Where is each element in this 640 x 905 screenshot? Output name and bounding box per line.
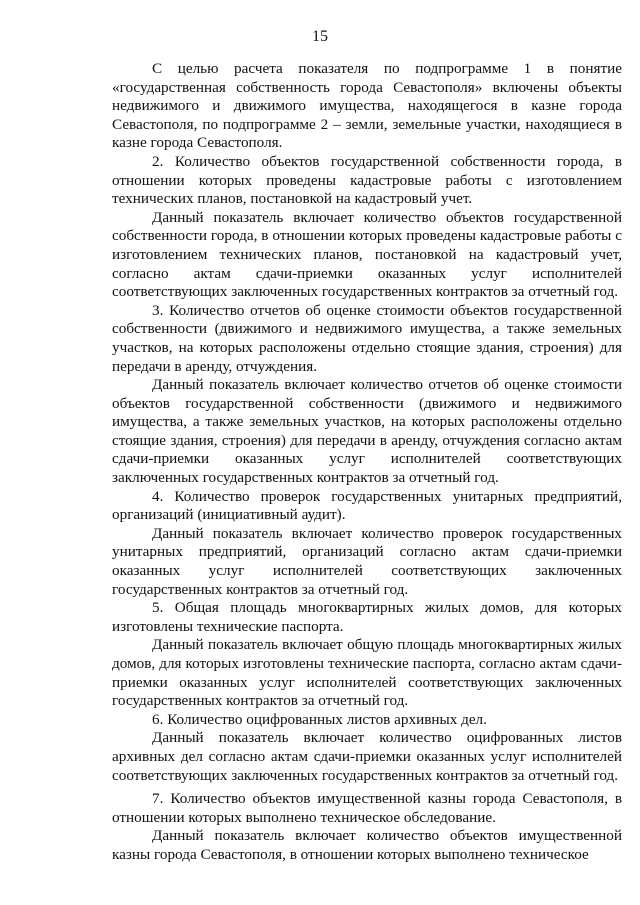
paragraph-item-5-desc: Данный показатель включает общую площадь многоквартирных жилых домов, для которых изготовлены технические паспорта, согласно актам сдачи-приемки оказанных услуг исполнителей соответствующих заключенных государственных контрактов за отчетный год. [112,636,622,710]
document-body [112,60,622,865]
paragraph-item-3-title: 3. Количество отчетов об оценке стоимости объектов государственной собственности (движимого и недвижимого имущества, а также земельных участков, на которых расположены отдельно стоящие здания, строения) для передачи в аренду, отчуждения. [112,301,622,375]
paragraph-item-7-title: 7. Количество объектов имущественной казны города Севастополя, в отношении которых выполнено техническое обследование. [112,790,622,826]
paragraph-item-2-desc: Данный показатель включает количество объектов государственной собственности города, в отношении которых проведены кадастровые работы с изготовлением технических планов, постановкой на кадастровый учет, согласно актам сдачи-приемки оказанных услуг исполнителей соответствующих заключенных государственных контрактов за отчетный год. [112,208,622,301]
paragraph-intro: С целью расчета показателя по подпрограмме 1 в понятие «государственная собственность города Севастополя» включены объекты недвижимого и движимого имущества, находящегося в казне города Севастополя, по подпрограмме 2 – земли, земельные участки, находящиеся в казне города Севастополя. [112,60,622,152]
page-number: 15 [312,28,328,45]
paragraph-item-5-title: 5. Общая площадь многоквартирных жилых домов, для которых изготовлены технические паспорта. [112,599,622,635]
paragraph-item-4-title: 4. Количество проверок государственных унитарных предприятий, организаций (инициативный аудит). [112,487,622,524]
paragraph-item-6-desc: Данный показатель включает количество оцифрованных листов архивных дел согласно актам сдачи-приемки оказанных услуг исполнителей соответствующих заключенных государственных контрактов за отчетный год. [112,729,622,784]
paragraph-item-4-desc: Данный показатель включает количество проверок государственных унитарных предприятий, организаций согласно актам сдачи-приемки оказанных услуг исполнителей соответствующих заключенных государственных контрактов за отчетный год. [112,524,622,598]
paragraph-item-2-title: 2. Количество объектов государственной собственности города, в отношении которых проведены кадастровые работы с изготовлением технических планов, постановкой на кадастровый учет. [112,152,622,208]
paragraph-item-6-title: 6. Количество оцифрованных листов архивных дел. [152,710,487,728]
paragraph-item-7-desc: Данный показатель включает количество объектов имущественной казны города Севастополя, в отношении которых выполнено техническое [112,827,622,863]
paragraph-item-3-desc: Данный показатель включает количество отчетов об оценке стоимости объектов государственной собственности (движимого и недвижимого имущества, а также земельных участков, на которых расположены отдельно стоящие здания, строения) для передачи в аренду, отчуждения согласно актам сдачи-приемки оказанных услуг исполнителей соответствующих заключенных государственных контрактов за отчетный год. [112,376,622,487]
